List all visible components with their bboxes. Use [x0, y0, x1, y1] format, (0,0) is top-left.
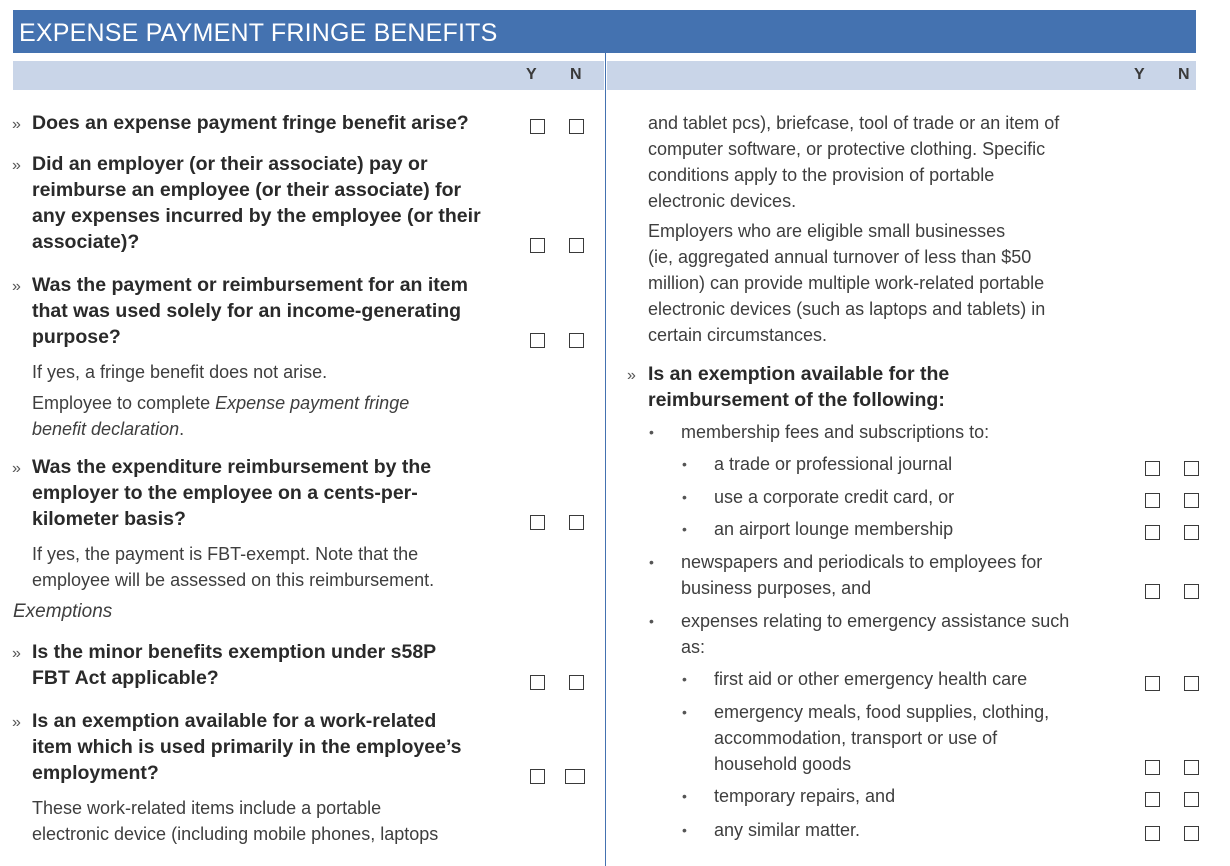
- q6-yes-checkbox[interactable]: [530, 769, 545, 784]
- item-similar-matter: any similar matter.: [714, 820, 861, 840]
- first-aid-no-checkbox[interactable]: [1184, 676, 1199, 691]
- q5-no-checkbox[interactable]: [569, 675, 584, 690]
- temporary-repairs-yes-checkbox[interactable]: [1145, 792, 1160, 807]
- emergency-meals-no-checkbox[interactable]: [1184, 760, 1199, 775]
- note-work-related-items: These work-related items include a portable electronic device (including mobile phones, laptops: [32, 798, 439, 844]
- item-membership-fees: membership fees and subscriptions to:: [681, 422, 990, 442]
- bullet-icon: •: [682, 489, 687, 505]
- credit-card-yes-checkbox[interactable]: [1145, 493, 1160, 508]
- note-work-related-items-cont: and tablet pcs), briefcase, tool of trade or an item of computer software, or protective clothing. Specific conditions apply to the provision of portable electronic devices.: [648, 113, 1060, 211]
- question-reimbursement-exemption: Is an exemption available for the reimbursement of the following:: [648, 363, 950, 411]
- q3-yes-checkbox[interactable]: [530, 333, 545, 348]
- emergency-meals-yes-checkbox[interactable]: [1145, 760, 1160, 775]
- section-title: EXPENSE PAYMENT FRINGE BENEFITS: [13, 10, 1196, 53]
- column-header-bar-right: [607, 61, 1196, 90]
- question-income-generating-purpose: Was the payment or reimbursement for an item that was used solely for an income-generating purpose?: [32, 274, 468, 348]
- question-expense-benefit-arise: Does an expense payment fringe benefit arise?: [32, 112, 469, 134]
- note-small-business: Employers who are eligible small businesses (ie, aggregated annual turnover of less than $50 million) can provide multiple work-related portable electronic devices (such as laptops and tablets) in certain circumstances.: [648, 221, 1046, 345]
- item-trade-journal: a trade or professional journal: [714, 454, 953, 474]
- yes-column-label-right: Y: [1134, 66, 1146, 83]
- bullet-icon: •: [682, 671, 687, 687]
- chevron-icon: »: [12, 116, 21, 133]
- chevron-icon: »: [12, 278, 21, 295]
- chevron-icon: »: [12, 460, 21, 477]
- chevron-icon: »: [12, 645, 21, 662]
- newspapers-yes-checkbox[interactable]: [1145, 584, 1160, 599]
- q4-no-checkbox[interactable]: [569, 515, 584, 530]
- bullet-icon: •: [649, 613, 654, 629]
- no-column-label-right: N: [1178, 66, 1191, 83]
- chevron-icon: »: [12, 157, 21, 174]
- question-minor-benefits-exemption: Is the minor benefits exemption under s58P FBT Act applicable?: [32, 641, 437, 689]
- bullet-icon: •: [649, 554, 654, 570]
- similar-matter-yes-checkbox[interactable]: [1145, 826, 1160, 841]
- question-employer-reimburse: Did an employer (or their associate) pay or reimburse an employee (or their associate) for any expenses incurred by the employee (or their associate)?: [32, 153, 481, 253]
- credit-card-no-checkbox[interactable]: [1184, 493, 1199, 508]
- no-column-label-left: N: [570, 66, 583, 83]
- item-first-aid: first aid or other emergency health care: [714, 669, 1028, 689]
- first-aid-yes-checkbox[interactable]: [1145, 676, 1160, 691]
- q4-yes-checkbox[interactable]: [530, 515, 545, 530]
- bullet-icon: •: [682, 456, 687, 472]
- chevron-icon: »: [12, 714, 21, 731]
- item-temporary-repairs: temporary repairs, and: [714, 786, 896, 806]
- chevron-icon: »: [627, 367, 636, 384]
- q6-no-checkbox[interactable]: [565, 769, 585, 784]
- item-airport-lounge: an airport lounge membership: [714, 519, 954, 539]
- q2-yes-checkbox[interactable]: [530, 238, 545, 253]
- item-emergency-meals: emergency meals, food supplies, clothing, accommodation, transport or use of household goods: [714, 702, 1050, 774]
- item-emergency-assistance: expenses relating to emergency assistance such as:: [681, 611, 1070, 657]
- item-corporate-credit-card: use a corporate credit card, or: [714, 487, 955, 507]
- q1-yes-checkbox[interactable]: [530, 119, 545, 134]
- trade-journal-no-checkbox[interactable]: [1184, 461, 1199, 476]
- q5-yes-checkbox[interactable]: [530, 675, 545, 690]
- q3-no-checkbox[interactable]: [569, 333, 584, 348]
- airport-lounge-yes-checkbox[interactable]: [1145, 525, 1160, 540]
- question-cents-per-kilometer: Was the expenditure reimbursement by the employer to the employee on a cents-per- kilometer basis?: [32, 456, 432, 530]
- q1-no-checkbox[interactable]: [569, 119, 584, 134]
- airport-lounge-no-checkbox[interactable]: [1184, 525, 1199, 540]
- newspapers-no-checkbox[interactable]: [1184, 584, 1199, 599]
- note-no-fringe-benefit: If yes, a fringe benefit does not arise.: [32, 362, 328, 382]
- bullet-icon: •: [682, 788, 687, 804]
- similar-matter-no-checkbox[interactable]: [1184, 826, 1199, 841]
- q2-no-checkbox[interactable]: [569, 238, 584, 253]
- column-divider: [605, 53, 606, 866]
- bullet-icon: •: [682, 521, 687, 537]
- bullet-icon: •: [682, 822, 687, 838]
- bullet-icon: •: [649, 424, 654, 440]
- question-work-related-item: Is an exemption available for a work-related item which is used primarily in the employee’s employment?: [32, 710, 462, 784]
- note-fbt-exempt: If yes, the payment is FBT-exempt. Note that the employee will be assessed on this reimbursement.: [32, 544, 435, 590]
- yes-column-label-left: Y: [526, 66, 538, 83]
- bullet-icon: •: [682, 704, 687, 720]
- exemptions-heading: Exemptions: [13, 601, 113, 622]
- note-employee-declaration: Employee to complete Expense payment fringe benefit declaration.: [32, 393, 410, 439]
- trade-journal-yes-checkbox[interactable]: [1145, 461, 1160, 476]
- column-header-bar-left: [13, 61, 604, 90]
- item-newspapers-periodicals: newspapers and periodicals to employees for business purposes, and: [681, 552, 1043, 598]
- temporary-repairs-no-checkbox[interactable]: [1184, 792, 1199, 807]
